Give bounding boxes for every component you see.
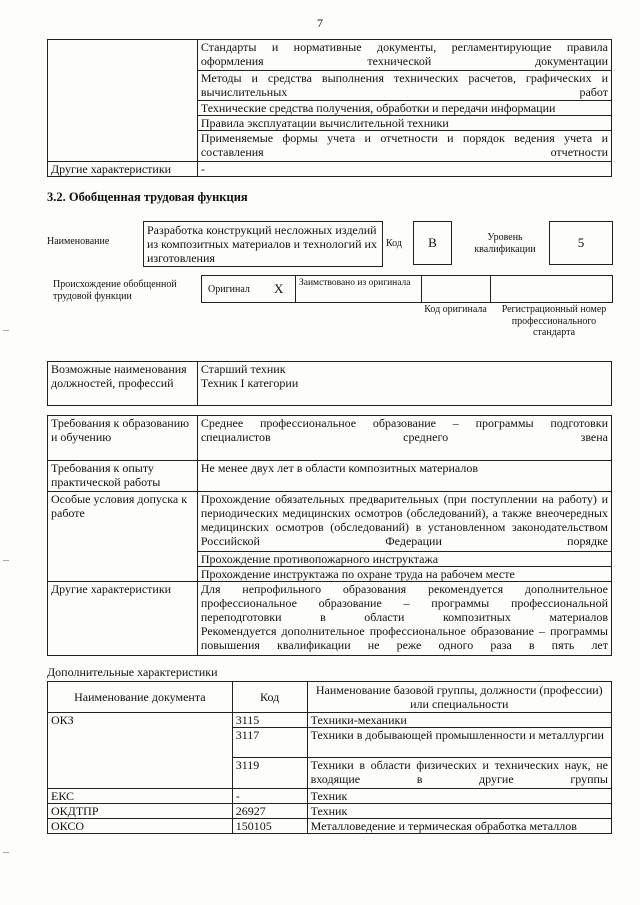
function-name-value: Разработка конструкций несложных изделий из композитных материалов и технологий их изготовления [147,223,377,265]
code-label: Код [386,238,402,249]
header-code: Код [232,682,307,713]
top-table-row: Правила эксплуатации вычислительной техники [197,116,611,131]
requirements-table [47,415,612,656]
experience-label: Требования к опыту практической работы [48,461,198,492]
level-value: 5 [549,221,613,265]
group-name-cell: Техники-механики [307,713,611,728]
top-table-row: Методы и средства выполнения технических расчетов, графических и вычислительных работ [197,71,611,101]
group-name-cell: Техники в области физических и технических наук, не входящие в другие группы [307,758,611,789]
top-table-row: Стандарты и нормативные документы, регламентирующие правила оформления технической документации [197,40,611,71]
top-table-other-value: - [197,162,611,177]
page-number: 7 [317,16,323,30]
group-name-cell: Техник [307,804,611,819]
top-table-other-label: Другие характеристики [48,162,198,177]
level-label: Уровень квалификации [474,232,536,255]
origin-label: Происхождение обобщенной трудовой функции [53,279,177,302]
code-cell: 26927 [232,804,307,819]
positions-table [47,361,612,406]
positions-values [197,362,611,406]
borrowed-label: Заимствовано из оригинала [299,278,411,288]
education-value: Среднее профессиональное образование – программы подготовки специалистов среднего звена [197,416,611,461]
group-name-cell: Техник [307,789,611,804]
table-row [48,804,612,819]
section-title: 3.2. Обобщенная трудовая функция [47,190,248,204]
experience-value: Не менее двух лет в области композитных материалов [197,461,611,492]
table-row [48,789,612,804]
group-name-cell: Металловедение и термическая обработка металлов [307,819,611,834]
education-label: Требования к образованию и обучению [48,416,198,461]
top-table [47,39,612,177]
header-group-name: Наименование базовой группы, должности (профессии) или специальности [307,682,611,713]
admission-value: Прохождение обязательных предварительных (при поступлении на работу) и периодических медицинских осмотров (обследований), а также внеочередных медицинских осмотров (обследований) в установленном законодательством Российской Федерации порядке [197,492,611,552]
top-table-row: Применяемые формы учета и отчетности и порядок ведения учета и составления отчетности [197,131,611,162]
admission-value: Прохождение инструктажа по охране труда на рабочем месте [197,567,611,582]
registration-number-caption: Регистрационный номер профессионального стандарта [501,304,607,338]
original-code-caption: Код оригинала [424,304,487,315]
margin-mark [3,852,9,853]
cell-divider [490,276,491,302]
top-table-row: Технические средства получения, обработки и передачи информации [197,101,611,116]
position-item: Старший техник [200,362,286,376]
cell-divider [421,276,422,302]
other-characteristics-values [197,582,611,656]
original-mark: X [274,281,284,296]
margin-mark [3,560,9,561]
code-cell: 3119 [232,758,307,789]
header-document: Наименование документа [48,682,233,713]
table-row [48,713,612,728]
doc-cell: ОКЗ [48,713,233,789]
table-row [48,819,612,834]
origin-table [201,275,613,303]
other-characteristic-item: Для непрофильного образования рекомендуется дополнительное профессиональное образование – программы профессиональной переподготовки в области композитных материалов [200,582,608,624]
function-code-value: В [413,221,452,265]
cell-divider [295,276,296,302]
other-characteristics-label: Другие характеристики [48,582,198,656]
admission-value: Прохождение противопожарного инструктажа [197,552,611,567]
admission-label: Особые условия допуска к работе [48,492,198,582]
margin-mark [3,330,9,331]
position-item: Техник I категории [200,376,299,390]
additional-table [47,681,612,834]
code-cell: 150105 [232,819,307,834]
positions-label: Возможные наименования должностей, профессий [48,362,198,406]
doc-cell: ЕКС [48,789,233,804]
additional-title: Дополнительные характеристики [47,665,218,679]
top-table-empty-label-cell [48,40,198,162]
code-cell: 3115 [232,713,307,728]
doc-cell: ОКДТПР [48,804,233,819]
other-characteristic-item: Рекомендуется дополнительное профессиональное образование – программы повышения квалификации не реже одного раза в пять лет [200,624,608,652]
code-cell: 3117 [232,728,307,758]
code-cell: - [232,789,307,804]
group-name-cell: Техники в добывающей промышленности и металлургии [307,728,611,758]
doc-cell: ОКСО [48,819,233,834]
original-label: Оригинал [208,284,250,295]
function-name-box [143,221,383,267]
name-label: Наименование [47,236,110,247]
